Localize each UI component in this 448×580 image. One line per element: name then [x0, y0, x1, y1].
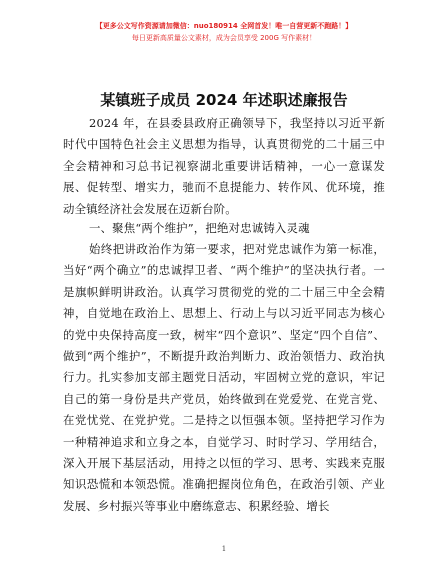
document-title: 某镇班子成员 2024 年述职述廉报告 — [100, 91, 348, 109]
promo-banner-line-2: 每日更新高质量公文素材，成为会员享受 200G 写作素材！ — [131, 34, 317, 42]
promo-banner-line-1: 【更多公文写作资源请加微信：nuo180914 全网首发！唯一自营更新不跑路！】 — [95, 22, 353, 30]
paragraph-intro: 2024 年，在县委县政府正确领导下，我坚持以习近平新时代中国特色社会主义思想为指导，认真贯彻党的二十届三中全会精神和习总书记视察湖北重要讲话精神，一心一意谋发展、促转型、增实力，驰而不息提能力、转作风、优环境，推动全镇经济社会发展在迈新台阶。 — [63, 116, 385, 216]
section-heading-1: 一、聚焦“两个维护”，把绝对忠诚铸入灵魂 — [89, 221, 310, 235]
paragraph-section-1: 始终把讲政治作为第一要求，把对党忠诚作为第一标准，当好“两个确立”的忠诚捍卫者、“两个维护”的坚决执行者。一是旗帜鲜明讲政治。认真学习贯彻党的党的二十届三中全会精神，自觉地在政治上、思想上、行动上与以习近平同志为核心的党中央保持高度一致，树牢“四个意识”、坚定“四个自信”、做到“两个维护”，不断提升政治判断力、政治领悟力、政治执行力。扎实参加支部主题党日活动，牢固树立党的意识，牢记自己的第一身份是共产党员，始终做到在党爱党、在党言党、在党忧党、在党护党。二是持之以恒强本领。坚持把学习作为一种精神追求和立身之本，自觉学习、时时学习、学用结合，深入开展下基层活动，用持之以恒的学习、思考、实践来克服知识恐慌和本领恐慌。准确把握岗位角色，在政治引领、产业发展、乡村振兴等事业中磨练意志、积累经验、增长 — [63, 242, 385, 513]
page-number: 1 — [221, 545, 227, 553]
